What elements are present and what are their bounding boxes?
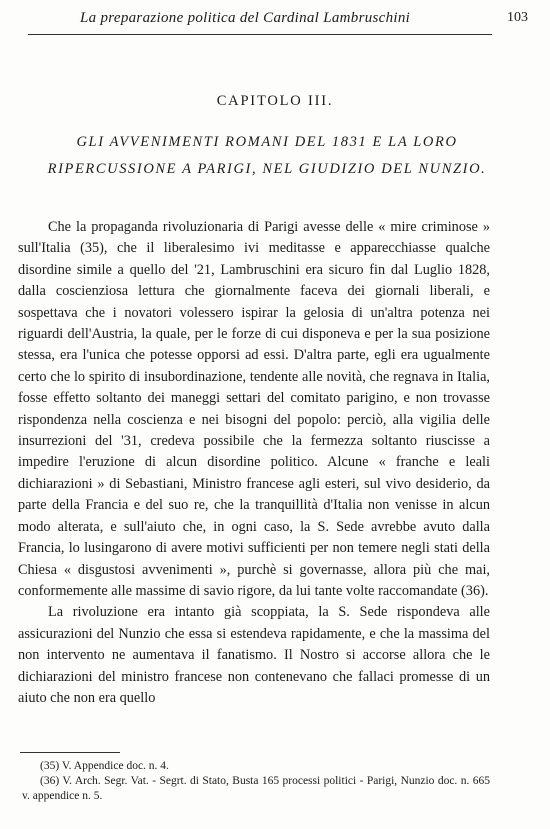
chapter-subtitle-line-1: GLI AVVENIMENTI ROMANI DEL 1831 E LA LORO	[76, 134, 458, 150]
footnote-rule	[20, 752, 120, 753]
footnote-36: (36) V. Arch. Segr. Vat. - Segrt. di Stato, Busta 165 processi politici - Parigi, Nunzio doc. n. 665 v. appendice n. 5.	[22, 775, 490, 802]
chapter-subtitle	[36, 129, 498, 183]
paragraph-1: Che la propaganda rivoluzionaria di Parigi avesse delle « mire criminose » sull'Italia (35), che il liberalesimo ivi meditasse e apparecchiasse qualche disordine simile a quello del '21, Lambruschini era sicuro fin dal Luglio 1828, dalla coscienziosa lettura che giornalmente faceva dei giornali liberali, e sospettava che i novatori volessero ispirar la gelosia di un'altra potenza nei riguardi dell'Austria, la quale, per le forze di cui disponeva e per la sua posizione stessa, era l'unica che potesse opporsi ad essi. D'altra parte, egli era ugualmente certo che lo spirito di insubordinazione, tendente alle novità, che regnava in Italia, fosse effetto soltanto dei maneggi settari del comitato parigino, e non trovasse rispondenza nella coscienza e nei bisogni del popolo: perciò, alla vigilia delle insurrezioni del '31, credeva possibile che la fermezza soltanto riuscisse a impedire l'eruzione di alcun disordine politico. Alcune « franche e leali dichiarazioni » di Sebastiani, Ministro francese agli esteri, sul vivo desiderio, da parte della Francia e del suo re, che la tranquillità d'Italia non venisse in alcun modo alterata, e sull'aiuto che, in ogni caso, la S. Sede avrebbe avuto dalla Francia, lo lusingarono di avere motivi sufficienti per non temere negli stati della Chiesa « disgustosi avvenimenti », purchè si governasse, allora più che mai, conformemente alle massime di savio rigore, da lui tante volte raccomandate (36).	[18, 219, 490, 599]
body-text	[18, 217, 490, 709]
chapter-subtitle-line-2: RIPERCUSSIONE A PARIGI, NEL GIUDIZIO DEL NUNZIO.	[47, 161, 487, 177]
paragraph-2: La rivoluzione era intanto già scoppiata, la S. Sede rispondeva alle assicurazioni del Nunzio che essa si estendeva rapidamente, e che la massima del non intervento ne aumentava il fanatismo. Il Nostro si accorse allora che le dichiarazioni del ministro francese non contenevano che fallaci promesse di un aiuto che non era quello	[18, 604, 490, 706]
footnotes	[22, 759, 490, 804]
header-rule	[28, 34, 492, 35]
chapter-heading: CAPITOLO III.	[216, 93, 334, 109]
page-number: 103	[507, 10, 528, 25]
running-title: La preparazione politica del Cardinal Lambruschini	[80, 10, 411, 26]
running-head	[30, 6, 528, 30]
footnote-35: (35) V. Appendice doc. n. 4.	[40, 760, 169, 772]
